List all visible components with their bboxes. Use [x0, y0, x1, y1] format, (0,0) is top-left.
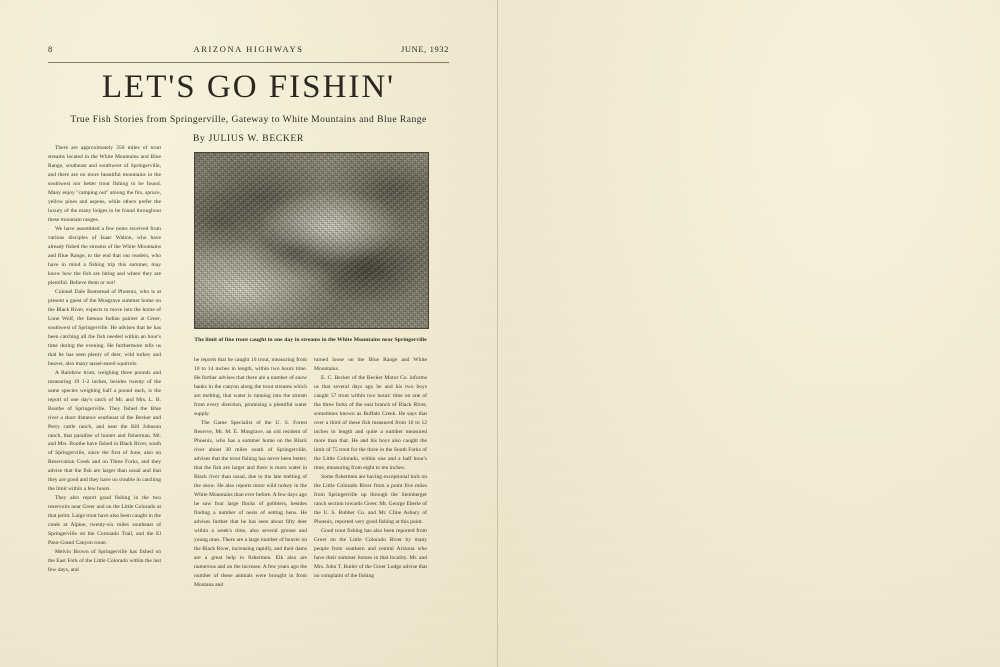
- photo-figure: [194, 152, 427, 345]
- article-byline: By JULIUS W. BECKER: [193, 134, 304, 145]
- folio-left: 8: [48, 44, 53, 54]
- body-paragraph: Some fishermen are having exceptional luck on the Little Colorado River from a point five miles from Springerville up through the Steinberger ranch section towards Greer. Mr. George Eberle of the U. S. Rubber Co. and Mr. Cline Asbury of Phoenix, reported very good fishing at this point.: [314, 473, 427, 525]
- body-paragraph: Melvin Brown of Springerville has fished on the East Fork of the Little Colorado within the last few days, and: [48, 549, 161, 574]
- body-paragraph: There are approximately 350 miles of trout streams located in the White Mountains and Blue Range, southeast and southwest of Springerville, and there are no more beautiful mountains in the southwest nor better trout fishing to be found. Many enjoy "camping out" among the firs, spruce, yellow pines and aspens, while others prefer the luxury of the many lodges to be found throughout these mountain ranges.: [48, 145, 161, 223]
- left-column-1: [48, 144, 161, 644]
- page-gutter: [497, 0, 498, 667]
- body-paragraph: We have assembled a few notes received from various disciples of Isaac Walton, who have already fished the streams of the White Mountains and Blue Range, to the end that our readers, who have in mind a fishing trip this summer, may know how the fish are biting and where they are plentiful. Believe them or not!: [48, 225, 161, 286]
- body-paragraph: E. C. Becker of the Becker Motor Co. informs us that several days ago he and his two boys caught 57 trout within two hours' time on one of the three forks of the east branch of Black River, sometimes known as Buffalo Creek. He says that over a third of these fish measured from 10 to 12 inches in length and quite a number measured more than that. He and his boys also caught the limit of 75 trout for the three in the South Forks of the Little Colorado, within one and a half hour's time, measuring from eight to ten inches.: [314, 374, 427, 471]
- body-paragraph: Good trout fishing has also been reported from Greer on the Little Colorado River by many people from southern and central Arizona who have their summer homes in that locality. Mr. and Mrs. John T. Butler of the Greer Lodge advise that no complaint of the fishing: [314, 527, 427, 579]
- body-paragraph: turned loose on the Blue Range and White Mountains.: [314, 357, 427, 372]
- page-right: [497, 0, 1000, 667]
- body-paragraph: They also report good fishing in the two reservoirs near Greer and on the Little Colorado at that point. Large trout have also been caught in the creek at Alpine, twenty-six miles southeast of Springerville on the Coronado Trail, and the El Paso-Grand Canyon route.: [48, 495, 161, 547]
- trout-catch-photograph: [194, 152, 429, 329]
- article-title: LET'S GO FISHIN': [101, 69, 396, 105]
- body-paragraph: The Game Specialist of the U. S. Forest Reserve, Mr. M. E. Musgrave, an old resident of Phoenix, who has a summer home on the Black river about 30 miles south of Springerville, advises that the trout fishing has never been better; that the fish are larger and there is more water in Black river than usual, due to the late melting of the snow. He also reports more wild turkey in the White Mountains than ever before. A few days ago he saw four large flocks of gobblers, besides finding a number of nests of setting hens. He advises further that he has seen about fifty deer within a week's time, also several grouse and young ones. There are a large number of beaver on the Black River, increasing rapidly, and their dams are a great help to fishermen. Elk also are numerous and on the increase. A few years ago the number of these animals were brought in from Montana and: [194, 419, 307, 588]
- left-column-3: [314, 356, 427, 646]
- running-head-left: [48, 44, 449, 58]
- body-paragraph: A Rainbow trout, weighing three pounds and measuring 19 1-2 inches, besides twenty of the same species weighing half a pound each, is the report of one day's catch of Mr. and Mrs. L. B. Boothe of Springerville. They fished the Blue river a short distance southeast of the Becker and Perry cattle ranch, and near the Bill Johnson ranch, that paradise of hunter and fisherman. Mr. and Mrs. Boothe have fished in Black River, south of Springerville, since the first of June, also on Reservation Creek and on Three Forks, and they advise that the fish are larger than usual and that they are good and they have no trouble in catching the limit within a few hours.: [48, 369, 161, 493]
- article-headline-block: [48, 70, 449, 144]
- header-rule-left: [48, 62, 449, 63]
- page-left: [0, 0, 497, 667]
- issue-date-left: JUNE, 1932: [400, 44, 449, 54]
- article-deck: True Fish Stories from Springerville, Gateway to White Mountains and Blue Range: [70, 113, 427, 125]
- photo-caption: The limit of fine trout caught in one day in streams in the White Mountains near Springerville: [194, 337, 427, 343]
- magazine-name-left: ARIZONA HIGHWAYS: [193, 44, 304, 54]
- paper-grain-right: [497, 0, 1000, 667]
- photo-speckle: [195, 153, 428, 328]
- body-paragraph: Colonel Dale Bumstead of Phoenix, who is at present a guest of the Musgrave summer home on the Black River, expects to move into the home of Lone Wolf, the famous Indian painter at Greer, southwest of Springerville. He advises that he has been catching all the fish needed within an hour's time during the evening. He furthermore tells us that he has seen plenty of deer, wild turkey and beaver, also many tassel-eared squirrels.: [48, 288, 161, 367]
- body-paragraph: he reports that he caught 16 trout, measuring from 10 to 14 inches in length, within two hours time. He further advises that there are a number of snow banks in the canyon along the trout streams which are melting, that water is running into the stream from every direction, promising a plentiful water supply.: [194, 357, 307, 417]
- left-column-2: [194, 356, 307, 646]
